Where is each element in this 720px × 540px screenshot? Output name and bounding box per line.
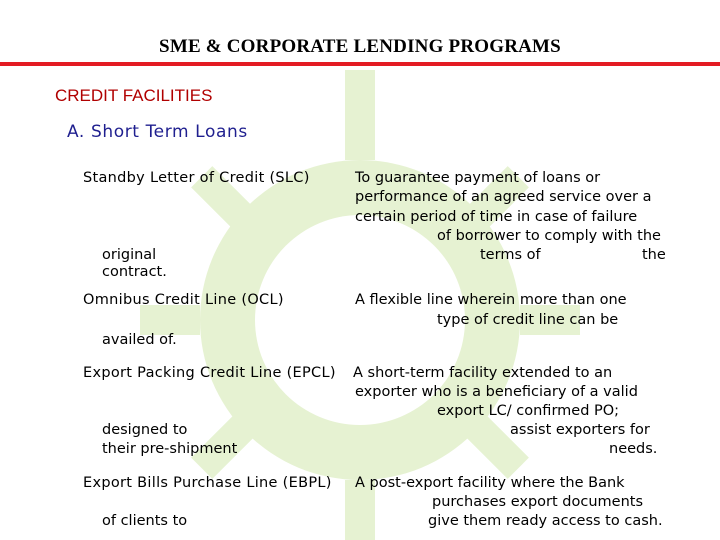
facility-description-line: To guarantee payment of loans or	[355, 170, 601, 186]
facility-description-line: type of credit line can be	[437, 312, 619, 328]
facility-description-line: purchases export documents	[432, 494, 644, 510]
facility-description-line: exporter who is a beneficiary of a valid	[355, 384, 638, 400]
facility-description-line: A short-term facility extended to an	[353, 365, 613, 381]
facility-term: Export Bills Purchase Line (EBPL)	[83, 475, 332, 491]
facility-description-line: give them ready access to cash.	[428, 513, 663, 529]
facility-description-line: A flexible line wherein more than one	[355, 292, 627, 308]
page-title: SME & CORPORATE LENDING PROGRAMS	[159, 36, 561, 57]
facility-description-line: terms of	[480, 247, 541, 263]
facility-description-line: their pre-shipment	[102, 441, 238, 457]
facility-description-line: A post-export facility where the Bank	[355, 475, 625, 491]
facility-description-line: the	[642, 247, 666, 263]
facility-description-line: contract.	[102, 264, 167, 280]
facility-description-line: designed to	[102, 422, 188, 438]
facility-term: Standby Letter of Credit (SLC)	[83, 170, 310, 186]
facility-term: Omnibus Credit Line (OCL)	[83, 292, 284, 308]
facility-term: Export Packing Credit Line (EPCL)	[83, 365, 336, 381]
subsection-heading: A. Short Term Loans	[67, 122, 248, 142]
section-heading: CREDIT FACILITIES	[55, 86, 213, 105]
facility-description-line: availed of.	[102, 332, 177, 348]
facility-description-line: original	[102, 247, 157, 263]
facility-description-line: assist exporters for	[510, 422, 650, 438]
facility-description-line: certain period of time in case of failure	[355, 209, 638, 225]
facility-description-line: of borrower to comply with the	[437, 228, 661, 244]
facility-description-line: needs.	[609, 441, 658, 457]
facility-description-line: export LC/ confirmed PO;	[437, 403, 620, 419]
title-underline	[0, 62, 720, 66]
facility-description-line: performance of an agreed service over a	[355, 189, 652, 205]
facility-description-line: of clients to	[102, 513, 188, 529]
